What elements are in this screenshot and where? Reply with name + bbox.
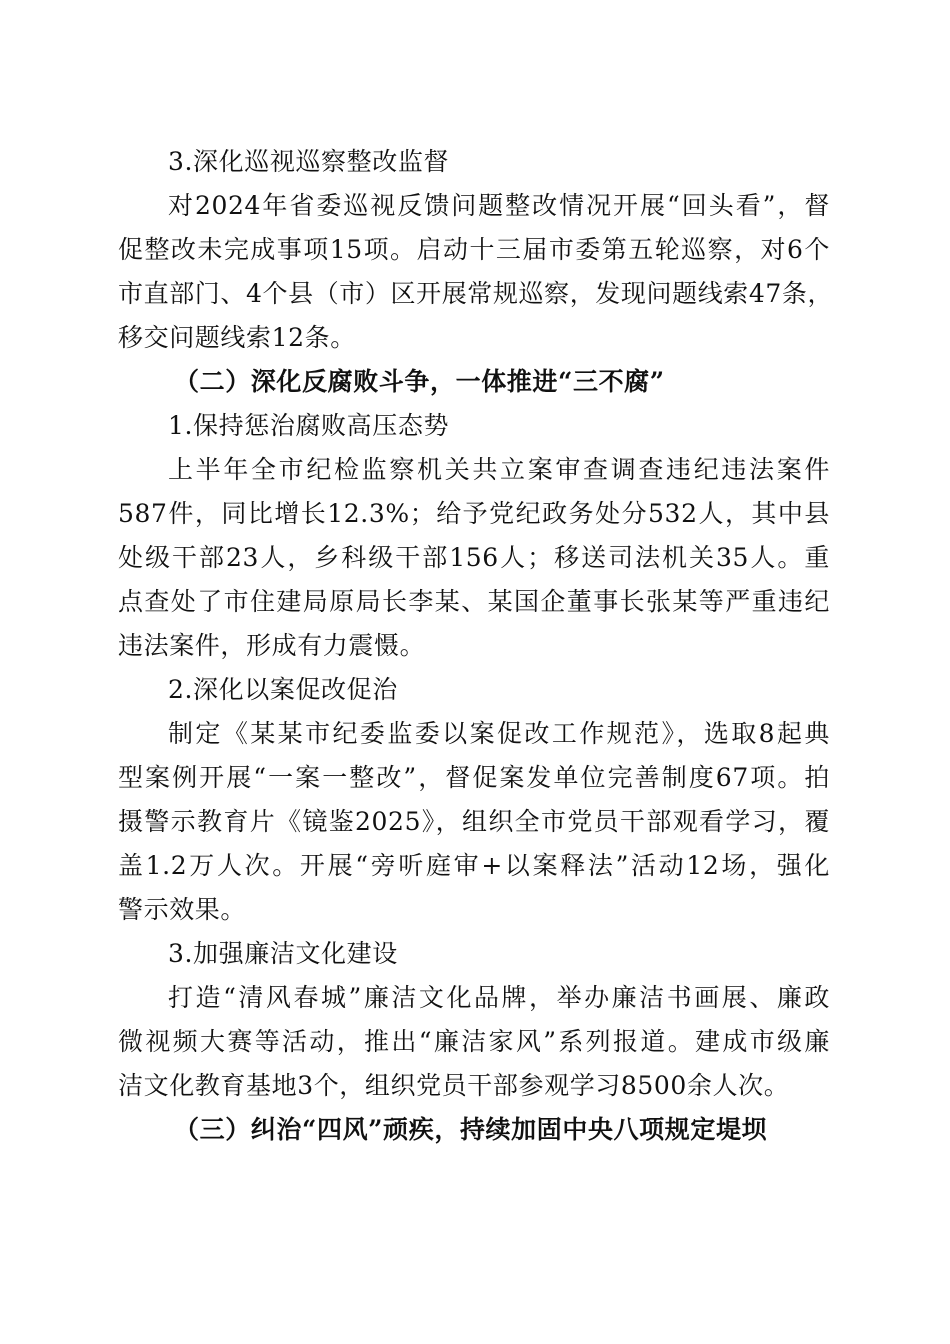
paragraph-line: 洁文化教育基地3个，组织党员干部参观学习8500余人次。 [118, 1071, 790, 1100]
paragraph-line: 处级干部23人，乡科级干部156人；移送司法机关35人。重 [118, 543, 830, 572]
document-body [118, 140, 834, 1152]
paragraph-line: 上半年全市纪检监察机关共立案审查调查违纪违法案件 [168, 455, 830, 484]
paragraph-line: 对2024年省委巡视反馈问题整改情况开展“回头看”，督 [168, 191, 830, 220]
subheading-integrity-culture: 3.加强廉洁文化建设 [168, 939, 398, 968]
paragraph-line: 打造“清风春城”廉洁文化品牌，举办廉洁书画展、廉政 [168, 983, 830, 1012]
subheading-inspection-rectification: 3.深化巡视巡察整改监督 [168, 147, 450, 176]
paragraph-line: 警示效果。 [118, 895, 247, 924]
paragraph-line: 点查处了市住建局原局长李某、某国企董事长张某等严重违纪 [118, 587, 830, 616]
paragraph-line: 摄警示教育片《镜鉴2025》，组织全市党员干部观看学习，覆 [118, 807, 830, 836]
paragraph-line: 盖1.2万人次。开展“旁听庭审+以案释法”活动12场，强化 [118, 851, 830, 880]
section-heading-anti-corruption: （二）深化反腐败斗争，一体推进“三不腐” [174, 367, 665, 396]
subheading-high-pressure: 1.保持惩治腐败高压态势 [168, 411, 450, 440]
paragraph-line: 587件，同比增长12.3%；给予党纪政务处分532人，其中县 [118, 499, 830, 528]
paragraph-line: 制定《某某市纪委监委以案促改工作规范》，选取8起典 [168, 719, 830, 748]
paragraph-line: 促整改未完成事项15项。启动十三届市委第五轮巡察，对6个 [118, 235, 830, 264]
subheading-case-reform: 2.深化以案促改促治 [168, 675, 398, 704]
paragraph-line: 微视频大赛等活动，推出“廉洁家风”系列报道。建成市级廉 [118, 1027, 830, 1056]
paragraph-line: 市直部门、4个县（市）区开展常规巡察，发现问题线索47条， [118, 279, 834, 308]
paragraph-line: 型案例开展“一案一整改”，督促案发单位完善制度67项。拍 [118, 763, 830, 792]
section-heading-four-winds: （三）纠治“四风”顽疾，持续加固中央八项规定堤坝 [174, 1115, 768, 1144]
paragraph-line: 违法案件，形成有力震慑。 [118, 631, 426, 660]
paragraph-line: 移交问题线索12条。 [118, 323, 356, 352]
